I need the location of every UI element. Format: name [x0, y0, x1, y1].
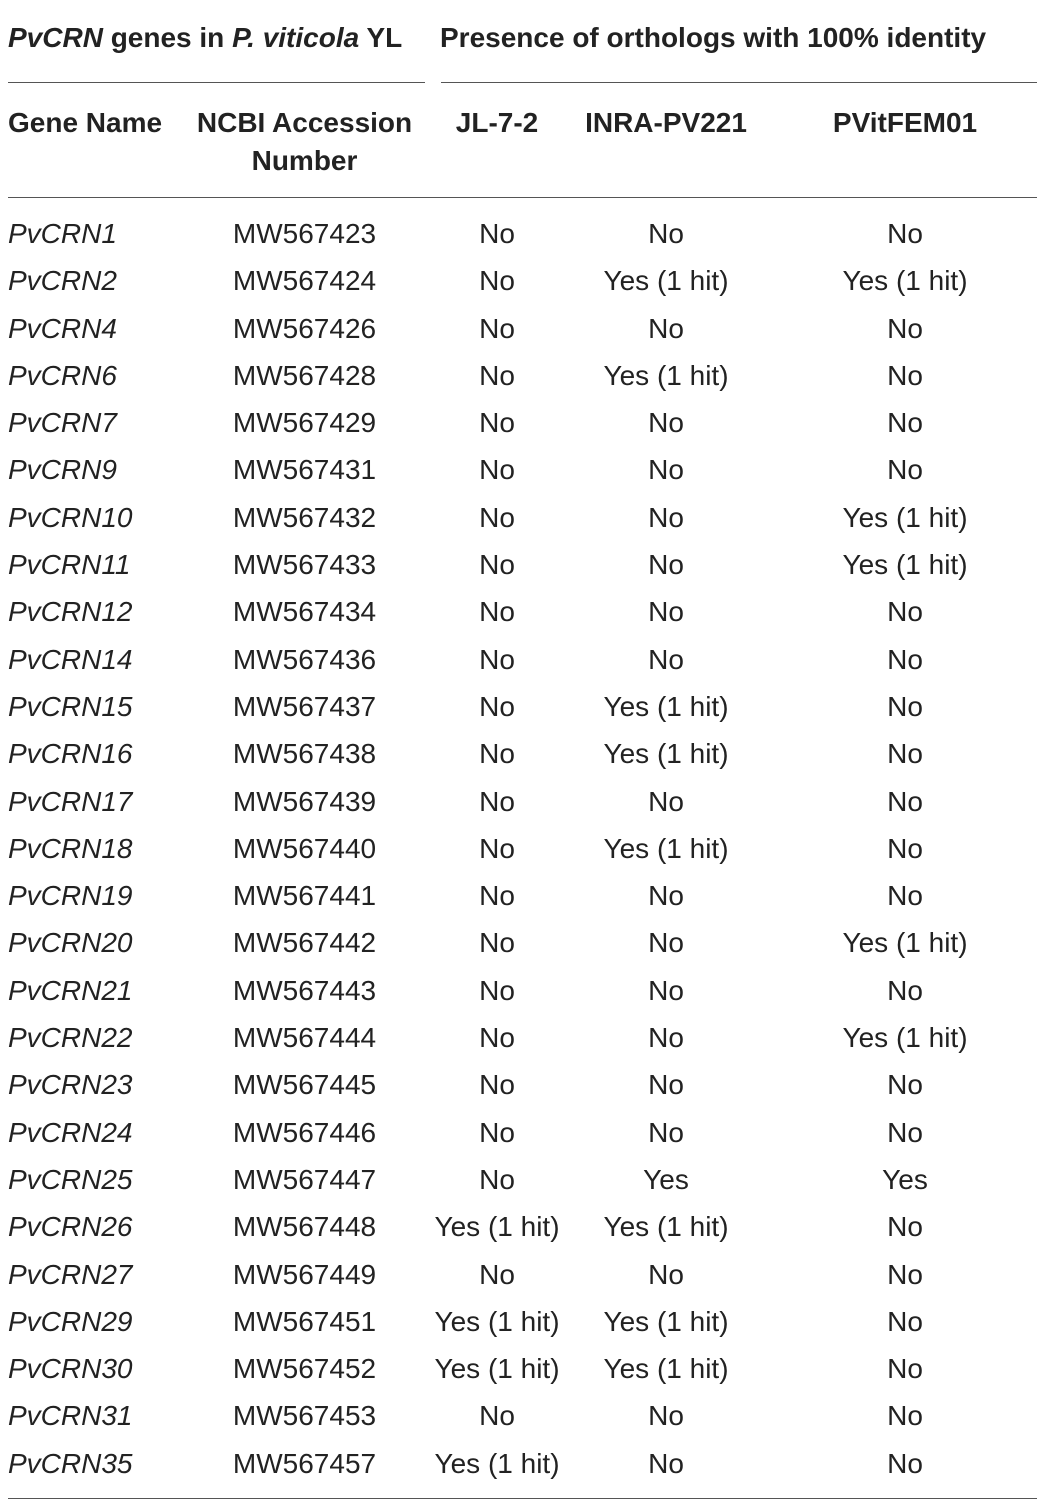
jl-7-2-cell: No — [479, 454, 515, 486]
jl-7-2-cell: No — [479, 974, 515, 1006]
table-row — [0, 541, 1043, 588]
gene-name-cell: PvCRN2 — [8, 265, 117, 297]
accession-cell: MW567433 — [232, 549, 377, 581]
inra-pv221-cell: No — [648, 785, 684, 817]
gene-name-cell: PvCRN15 — [8, 690, 133, 722]
pvitfem01-cell: No — [887, 690, 923, 722]
accession-cell: MW567453 — [232, 1400, 377, 1432]
pvitfem01-cell: No — [887, 1305, 923, 1337]
jl-7-2-cell: No — [479, 880, 515, 912]
inra-pv221-cell: No — [648, 218, 684, 249]
table-row — [0, 1109, 1043, 1156]
inra-pv221-cell: Yes (1 hit) — [603, 265, 729, 297]
jl-7-2-cell: No — [479, 1116, 515, 1148]
gene-name-cell: PvCRN1 — [8, 218, 117, 249]
inra-pv221-cell: Yes (1 hit) — [603, 832, 729, 864]
gene-name-cell: PvCRN35 — [8, 1447, 133, 1479]
table-body — [0, 210, 1043, 1487]
accession-cell: MW567428 — [232, 359, 377, 391]
table-row — [0, 683, 1043, 730]
jl-7-2-cell: No — [479, 738, 515, 770]
accession-cell: MW567440 — [232, 832, 377, 864]
gene-name-cell: PvCRN9 — [8, 454, 117, 486]
pvitfem01-cell: No — [887, 312, 923, 344]
column-header-accession-line2: Number — [251, 145, 358, 176]
jl-7-2-cell: No — [479, 1022, 515, 1054]
inra-pv221-cell: No — [648, 1258, 684, 1290]
group-header-genes — [8, 22, 402, 62]
accession-cell: MW567446 — [232, 1116, 377, 1148]
jl-7-2-cell: No — [479, 407, 515, 439]
pvitfem01-cell: No — [887, 1116, 923, 1148]
column-header-pvitfem01: PVitFEM01 — [832, 107, 978, 138]
gene-name-cell: PvCRN10 — [8, 501, 133, 533]
table-row — [0, 1061, 1043, 1108]
pvitfem01-cell: No — [887, 359, 923, 391]
jl-7-2-cell: No — [479, 265, 515, 297]
jl-7-2-cell: Yes (1 hit) — [434, 1447, 560, 1479]
gene-name-cell: PvCRN14 — [8, 643, 133, 675]
jl-7-2-cell: No — [479, 596, 515, 628]
jl-7-2-cell: Yes (1 hit) — [434, 1305, 560, 1337]
inra-pv221-cell: Yes (1 hit) — [603, 1353, 729, 1385]
inra-pv221-cell: No — [648, 501, 684, 533]
table-row — [0, 778, 1043, 825]
inra-pv221-cell: No — [648, 1069, 684, 1101]
jl-7-2-cell: No — [479, 1258, 515, 1290]
accession-cell: MW567432 — [232, 501, 377, 533]
gene-name-cell: PvCRN23 — [8, 1069, 133, 1101]
gene-name-cell: PvCRN31 — [8, 1400, 133, 1432]
accession-cell: MW567441 — [232, 880, 377, 912]
column-header-inra-pv221: INRA-PV221 — [585, 107, 747, 138]
accession-cell: MW567429 — [232, 407, 377, 439]
pvitfem01-cell: Yes (1 hit) — [842, 927, 968, 959]
table-row — [0, 730, 1043, 777]
pvitfem01-cell: No — [887, 1258, 923, 1290]
accession-cell: MW567447 — [232, 1163, 377, 1195]
table-row — [0, 1345, 1043, 1392]
gene-name-cell: PvCRN11 — [8, 549, 131, 581]
pvitfem01-cell: No — [887, 407, 923, 439]
accession-cell: MW567431 — [232, 454, 377, 486]
gene-name-cell: PvCRN17 — [8, 785, 133, 817]
accession-cell: MW567434 — [232, 596, 377, 628]
jl-7-2-cell: No — [479, 832, 515, 864]
jl-7-2-cell: No — [479, 927, 515, 959]
jl-7-2-cell: No — [479, 643, 515, 675]
inra-pv221-cell: No — [648, 454, 684, 486]
jl-7-2-cell: No — [479, 1163, 515, 1195]
pvitfem01-cell: No — [887, 454, 923, 486]
pvitfem01-cell: No — [887, 785, 923, 817]
jl-7-2-cell: No — [479, 312, 515, 344]
table-row — [0, 1251, 1043, 1298]
pvitfem01-cell: No — [887, 832, 923, 864]
inra-pv221-cell: No — [648, 643, 684, 675]
gene-name-cell: PvCRN24 — [8, 1116, 133, 1148]
table-row — [0, 1203, 1043, 1250]
jl-7-2-cell: No — [479, 1069, 515, 1101]
accession-cell: MW567452 — [232, 1353, 377, 1385]
header-rule — [8, 197, 1037, 198]
pvitfem01-cell: No — [887, 738, 923, 770]
gene-name-cell: PvCRN16 — [8, 738, 133, 770]
jl-7-2-cell: No — [479, 501, 515, 533]
pvitfem01-cell: Yes — [882, 1163, 928, 1195]
gene-name-cell: PvCRN22 — [8, 1022, 133, 1054]
jl-7-2-cell: No — [479, 218, 515, 249]
table-row — [0, 257, 1043, 304]
group-header-species: P. viticola — [232, 22, 360, 53]
inra-pv221-cell: No — [648, 312, 684, 344]
accession-cell: MW567424 — [232, 265, 377, 297]
inra-pv221-cell: No — [648, 974, 684, 1006]
accession-cell: MW567448 — [232, 1211, 377, 1243]
table-row — [0, 494, 1043, 541]
pvitfem01-cell: Yes (1 hit) — [842, 265, 968, 297]
table-row — [0, 825, 1043, 872]
accession-cell: MW567436 — [232, 643, 377, 675]
pvitfem01-cell: No — [887, 218, 923, 249]
jl-7-2-cell: No — [479, 359, 515, 391]
accession-cell: MW567438 — [232, 738, 377, 770]
inra-pv221-cell: No — [648, 407, 684, 439]
column-header-accession — [192, 104, 417, 180]
table-row — [0, 1440, 1043, 1487]
accession-cell: MW567423 — [232, 218, 377, 249]
gene-name-cell: PvCRN26 — [8, 1211, 133, 1243]
inra-pv221-cell: No — [648, 1400, 684, 1432]
pvitfem01-cell: No — [887, 1211, 923, 1243]
pvitfem01-cell: Yes (1 hit) — [842, 501, 968, 533]
jl-7-2-cell: Yes (1 hit) — [434, 1211, 560, 1243]
pvitfem01-cell: No — [887, 1353, 923, 1385]
gene-name-cell: PvCRN12 — [8, 596, 133, 628]
pvitfem01-cell: No — [887, 1069, 923, 1101]
column-header-gene-name: Gene Name — [8, 107, 163, 138]
inra-pv221-cell: No — [648, 596, 684, 628]
inra-pv221-cell: No — [648, 1447, 684, 1479]
jl-7-2-cell: No — [479, 785, 515, 817]
gene-name-cell: PvCRN6 — [8, 359, 117, 391]
inra-pv221-cell: No — [648, 1116, 684, 1148]
gene-name-cell: PvCRN29 — [8, 1305, 133, 1337]
gene-name-cell: PvCRN20 — [8, 927, 133, 959]
column-header-accession-line1: NCBI Accession — [196, 107, 413, 138]
accession-cell: MW567445 — [232, 1069, 377, 1101]
table-row — [0, 210, 1043, 257]
bottom-rule — [8, 1498, 1037, 1499]
group-rule-right — [441, 82, 1037, 83]
gene-name-cell: PvCRN25 — [8, 1163, 133, 1195]
table-row — [0, 1392, 1043, 1439]
accession-cell: MW567439 — [232, 785, 377, 817]
accession-cell: MW567437 — [232, 690, 377, 722]
jl-7-2-cell: Yes (1 hit) — [434, 1353, 560, 1385]
gene-name-cell: PvCRN21 — [8, 974, 133, 1006]
table-row — [0, 636, 1043, 683]
column-header-jl-7-2: JL-7-2 — [455, 107, 539, 138]
pvitfem01-cell: No — [887, 1400, 923, 1432]
accession-cell: MW567451 — [232, 1305, 377, 1337]
table-row — [0, 1014, 1043, 1061]
pvitfem01-cell: Yes (1 hit) — [842, 1022, 968, 1054]
group-rule-left — [8, 82, 425, 83]
inra-pv221-cell: No — [648, 1022, 684, 1054]
table-row — [0, 305, 1043, 352]
table-row — [0, 1298, 1043, 1345]
inra-pv221-cell: Yes (1 hit) — [603, 1211, 729, 1243]
table-row — [0, 1156, 1043, 1203]
group-header-orthologs: Presence of orthologs with 100% identity — [440, 22, 987, 53]
gene-name-cell: PvCRN27 — [8, 1258, 133, 1290]
accession-cell: MW567444 — [232, 1022, 377, 1054]
accession-cell: MW567426 — [232, 312, 377, 344]
gene-name-cell: PvCRN7 — [8, 407, 117, 439]
pvitfem01-cell: No — [887, 643, 923, 675]
inra-pv221-cell: Yes (1 hit) — [603, 1305, 729, 1337]
table-row — [0, 919, 1043, 966]
jl-7-2-cell: No — [479, 690, 515, 722]
pvitfem01-cell: No — [887, 596, 923, 628]
inra-pv221-cell: Yes — [643, 1163, 689, 1195]
table-row — [0, 588, 1043, 635]
pvitfem01-cell: No — [887, 1447, 923, 1479]
pvitfem01-cell: Yes (1 hit) — [842, 549, 968, 581]
accession-cell: MW567443 — [232, 974, 377, 1006]
inra-pv221-cell: Yes (1 hit) — [603, 738, 729, 770]
table-row — [0, 967, 1043, 1014]
pvitfem01-cell: No — [887, 974, 923, 1006]
table-row — [0, 446, 1043, 493]
group-header-mid: genes in — [102, 22, 233, 53]
accession-cell: MW567442 — [232, 927, 377, 959]
table-row — [0, 872, 1043, 919]
inra-pv221-cell: No — [648, 880, 684, 912]
inra-pv221-cell: No — [648, 927, 684, 959]
inra-pv221-cell: No — [648, 549, 684, 581]
table-row — [0, 352, 1043, 399]
gene-name-cell: PvCRN19 — [8, 880, 133, 912]
gene-name-cell: PvCRN30 — [8, 1353, 133, 1385]
table-row — [0, 399, 1043, 446]
accession-cell: MW567449 — [232, 1258, 377, 1290]
gene-name-cell: PvCRN18 — [8, 832, 133, 864]
jl-7-2-cell: No — [479, 549, 515, 581]
inra-pv221-cell: Yes (1 hit) — [603, 359, 729, 391]
jl-7-2-cell: No — [479, 1400, 515, 1432]
group-header-gene-family: PvCRN — [8, 22, 103, 53]
accession-cell: MW567457 — [232, 1447, 377, 1479]
pvitfem01-cell: No — [887, 880, 923, 912]
inra-pv221-cell: Yes (1 hit) — [603, 690, 729, 722]
group-header-strain: YL — [359, 22, 403, 53]
gene-name-cell: PvCRN4 — [8, 312, 117, 344]
